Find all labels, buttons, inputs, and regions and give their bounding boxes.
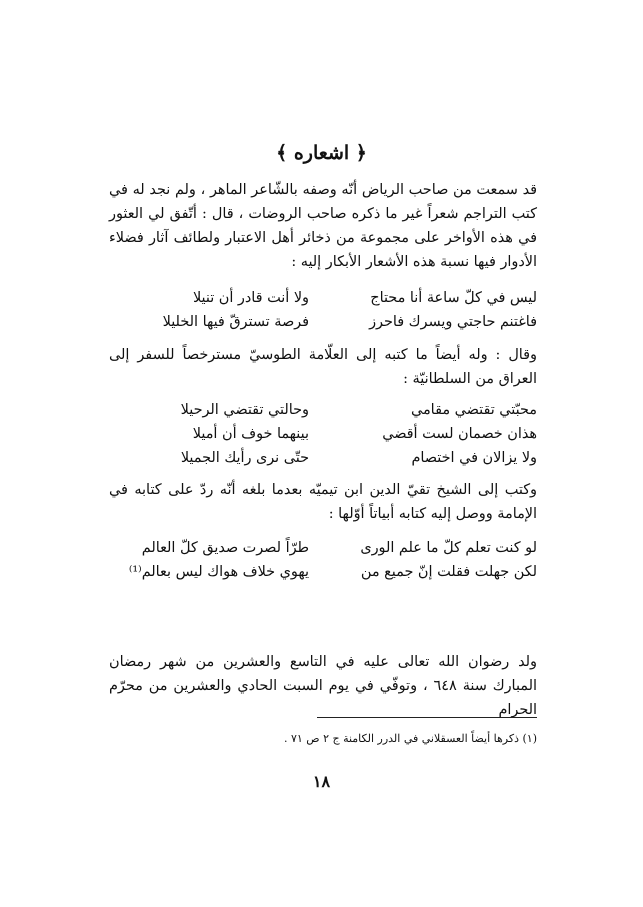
- hemistich-first: هذان خصمان لست أقضي: [382, 426, 537, 442]
- poem2-verse-1: [109, 398, 537, 422]
- poem2-verse-2: [109, 422, 537, 446]
- hemistich-first: لو كنت تعلم كلّ ما علم الورى: [360, 540, 537, 556]
- footnote: (١) ذكرها أيضاً العسقلاني في الدرر الكامنة ج ٢ ص ٧١ .: [283, 732, 537, 745]
- poem3-verse-2: [109, 560, 537, 584]
- hemistich-second: حتّى نرى رأيك الجميلا: [180, 450, 309, 466]
- hemistich-first: ولا يزالان في اختصام: [411, 450, 537, 466]
- poem1-verse-1: [109, 286, 537, 310]
- poem1-verse-2: [109, 310, 537, 334]
- hemistich-first: ليس في كلّ ساعة أنا محتاج: [370, 290, 537, 306]
- footnote-divider: [317, 717, 537, 718]
- hemistich-second: وحالتي تقتضي الرحيلا: [180, 402, 309, 418]
- poem3-verse-1: [109, 536, 537, 560]
- second-paragraph: وقال : وله أيضاً ما كتبه إلى العلّامة الطوسيّ مسترخصاً للسفر إلى العراق من السلطانيّة :: [109, 347, 537, 387]
- intro-paragraph: قد سمعت من صاحب الرياض أنّه وصفه بالشّاعر الماهر ، ولم نجد له في كتب التراجم شعراً غير ما ذكره صاحب الروضات ، قال : أتّفق لي العثور في هذه الأواخر على مجموعة من ذخائر أهل الاعتبار ولطائف آثار فضلاء الأدوار فيها نسبة هذه الأشعار الأبكار إليه :: [109, 182, 537, 270]
- page-number: ١٨: [312, 772, 331, 791]
- section-heading: ﴿ اشعاره ﴾: [276, 142, 367, 164]
- poem2-verse-3: [109, 446, 537, 470]
- biography-paragraph: ولد رضوان الله تعالى عليه في التاسع والعشرين من شهر رمضان المبارك سنة ٦٤٨ ، وتوفّي في يوم السبت الحادي والعشرين من محرّم الحرام: [109, 654, 537, 718]
- third-paragraph: وكتب إلى الشيخ تقيّ الدين ابن تيميّه بعدما بلغه أنّه ردّ على كتابه في الإمامة ووصل إليه كتابه أبياتاً أوّلها :: [109, 482, 537, 522]
- hemistich-first: محبّتي تقتضي مقامي: [410, 402, 537, 418]
- hemistich-second: فرصة تسترقّ فيها الخليلا: [162, 314, 309, 330]
- hemistich-second: ولا أنت قادر أن تنيلا: [192, 290, 309, 306]
- hemistich-first: لكن جهلت فقلت إنّ جميع من: [360, 564, 537, 580]
- hemistich-second: بينهما خوف أن أميلا: [192, 426, 309, 442]
- hemistich-first: فاغتنم حاجتي ويسرك فاحرز: [369, 314, 537, 330]
- hemistich-second: يهوي خلاف هواك ليس بعالم⁽¹⁾: [128, 564, 309, 580]
- hemistich-second: طرّاً لصرت صديق كلّ العالم: [141, 540, 309, 556]
